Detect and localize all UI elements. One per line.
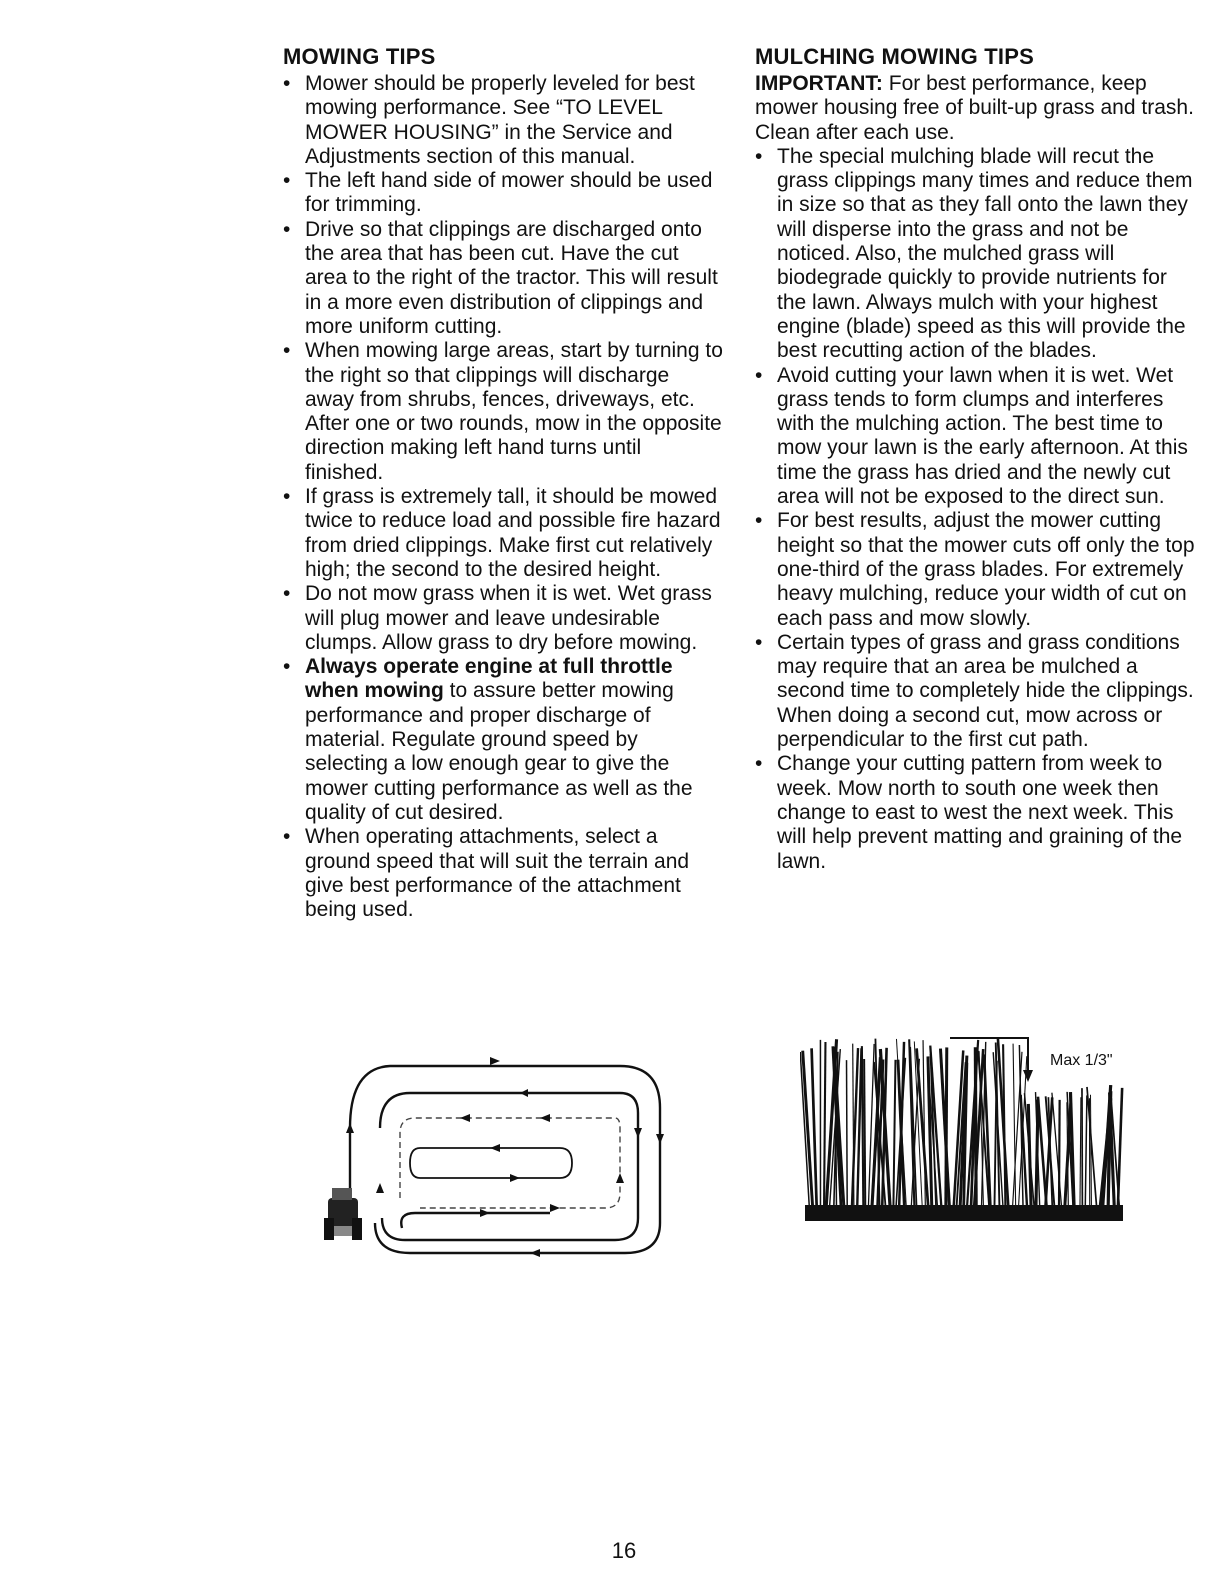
mowing-pattern-diagram	[320, 1048, 670, 1258]
page-number: 16	[611, 1538, 637, 1563]
list-item: • The left hand side of mower should be used for trimming.	[283, 169, 713, 217]
list-item: • Drive so that clippings are discharged onto the area that has been cut. Have the cut area to the right of the tractor. This will result in a more even distribution of clippings and more uniform cutting.	[283, 217, 718, 338]
list-item: • Do not mow grass when it is wet. Wet grass will plug mower and leave undesirable clumps. Allow grass to dry before mowing.	[283, 582, 712, 654]
list-item: • When mowing large areas, start by turning to the right so that clippings will discharge away from shrubs, fences, driveways, etc. After one or two rounds, mow in the opposite direction making left hand turns until finished.	[283, 339, 723, 484]
mowing-tips-list	[283, 72, 723, 922]
list-item-throttle: • Always operate engine at full throttle when mowing to assure better mowing performance and proper discharge of material. Regulate ground speed by selecting a low enough gear to give the mower cutting performance as well as the quality of cut desired.	[283, 655, 693, 824]
list-item: • If grass is extremely tall, it should be mowed twice to reduce load and possible fire hazard from dried clippings. Make first cut relatively high; the second to the desired height.	[283, 485, 721, 581]
list-item: • The special mulching blade will recut the grass clippings many times and reduce them in size so that as they fall onto the lawn they will disperse into the grass and not be noticed. Also, the mulched grass will biodegrade quickly to provide nutrients for the lawn. Always mulch with your highest engine (blade) speed as this will provide the best recutting action of the blades.	[755, 144, 1193, 363]
list-item: • Mower should be properly leveled for best mowing performance. See “TO LEVEL MOWER HOUSING” in the Service and Adjustments section of this manual.	[283, 72, 695, 168]
tractor-icon	[324, 1188, 362, 1240]
mulching-tips-heading: MULCHING MOWING TIPS	[755, 44, 1034, 69]
list-item: • Certain types of grass and grass conditions may require that an area be mulched a second time to completely hide the clippings. When doing a second cut, mow across or perpendicular to the first cut path.	[755, 630, 1194, 752]
mulching-tips-column	[755, 44, 1195, 874]
list-item: • Avoid cutting your lawn when it is wet. Wet grass tends to form clumps and interferes with the mulching action. The best time to mow your lawn is the early afternoon. At this time the grass has dried and the newly cut area will not be exposed to the direct sun.	[755, 363, 1188, 509]
throttle-bold-text: Always operate engine at full throttle when mowing	[305, 655, 673, 703]
important-note: IMPORTANT: For best performance, keep mower housing free of built-up grass and trash. Clean after each use.	[755, 72, 1194, 144]
list-item: • Change your cutting pattern from week to week. Mow north to south one week then change to east to west the next week. This will help prevent matting and graining of the lawn.	[755, 752, 1183, 873]
mulching-tips-list	[755, 145, 1195, 874]
mowing-tips-column	[283, 44, 723, 922]
max-height-label: Max 1/3"	[1050, 1052, 1113, 1069]
list-item: • When operating attachments, select a ground speed that will suit the terrain and give best performance of the attachment being used.	[283, 825, 690, 922]
list-item: • For best results, adjust the mower cutting height so that the mower cuts off only the top one-third of the grass blades. For extremely heavy mulching, reduce your width of cut on each pass and mow slowly.	[755, 509, 1195, 630]
mowing-tips-heading: MOWING TIPS	[283, 44, 436, 69]
